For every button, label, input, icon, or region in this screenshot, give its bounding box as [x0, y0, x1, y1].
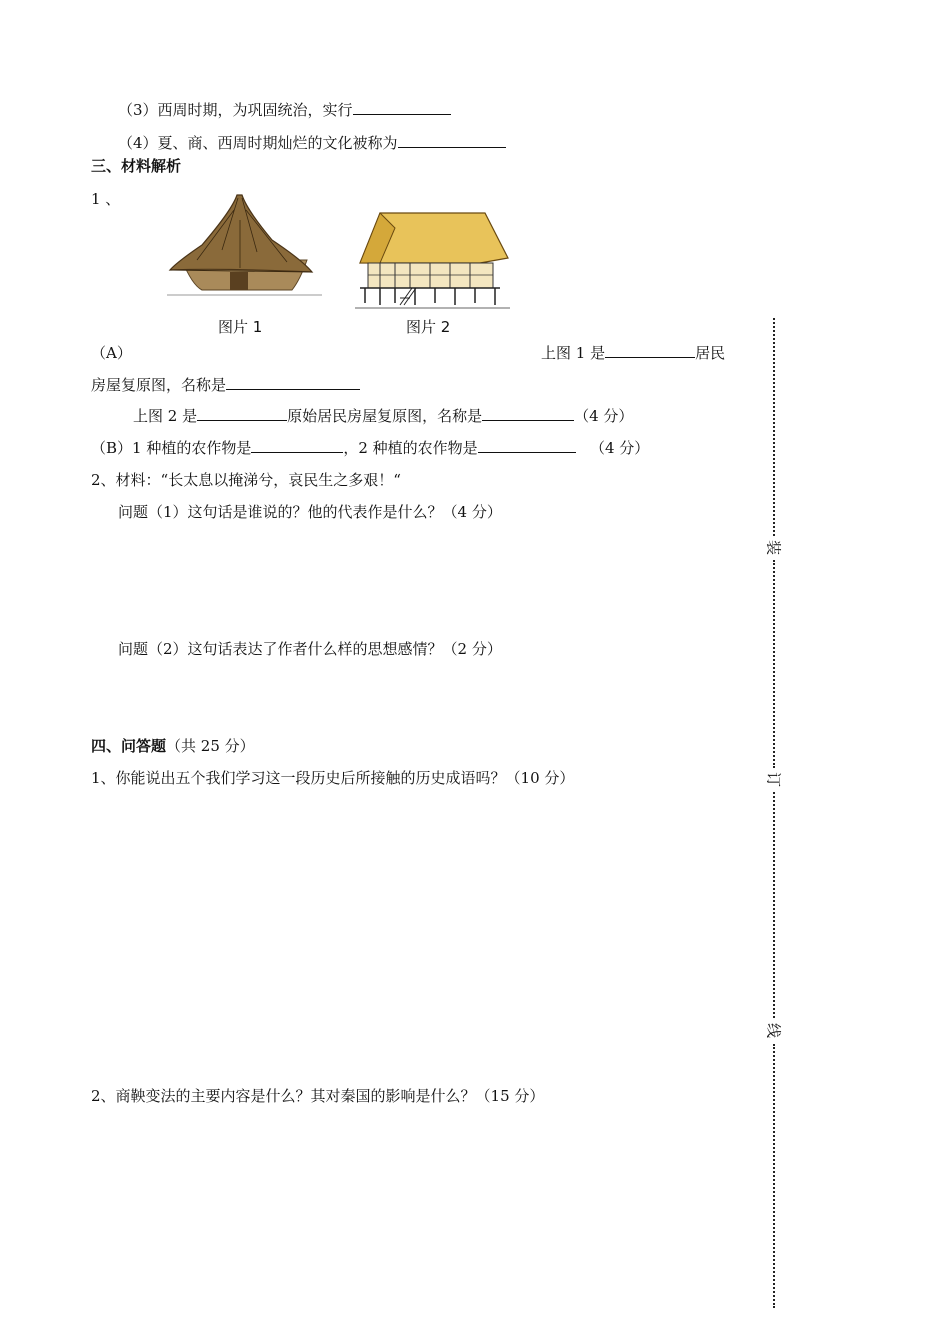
part-b-score: （4 分）: [589, 439, 650, 457]
fill-item-3-blank: [353, 100, 451, 115]
binding-dotted-line-3: [773, 792, 775, 1018]
part-b-text-b: ，2 种植的农作物是: [343, 439, 478, 457]
part-b-line: [91, 438, 649, 458]
hut-picture-1: [162, 190, 327, 310]
binding-char-zhuang: 装: [764, 539, 783, 555]
fill-item-3-text: （3）西周时期，为巩固统治，实行: [118, 101, 353, 119]
part-a-line3: [133, 406, 633, 426]
q2-question-2: 问题（2）这句话表达了作者什么样的思想感情？（2 分）: [118, 640, 502, 658]
section4-q2: 2、商鞅变法的主要内容是什么？其对秦国的影响是什么？（15 分）: [91, 1087, 545, 1105]
part-b-blank-2: [478, 438, 576, 453]
stilt-house-picture-2: [350, 208, 515, 318]
picture2-caption: 图片 2: [406, 318, 451, 336]
part-a-line3-text-b: 原始居民房屋复原图，名称是: [287, 407, 483, 425]
part-a-line2-text: 房屋复原图，名称是: [91, 376, 227, 394]
picture1-caption: 图片 1: [218, 318, 263, 336]
part-a-blank-4: [482, 406, 574, 421]
part-a-line1: [541, 343, 725, 363]
section4-q1: 1、你能说出五个我们学习这一段历史后所接触的历史成语吗？（10 分）: [91, 769, 575, 787]
binding-char-ding: 订: [764, 771, 783, 787]
part-a-line2: [91, 375, 360, 395]
part-a-line1-end: 居民: [695, 344, 726, 362]
part-a-score: （4 分）: [574, 407, 634, 425]
section4-title-suffix: （共 25 分）: [166, 737, 255, 755]
part-b-blank-1: [251, 438, 343, 453]
part-a-label: （A）: [91, 344, 132, 362]
q2-question-1: 问题（1）这句话是谁说的？他的代表作是什么？（4 分）: [118, 503, 502, 521]
part-a-blank-2: [226, 375, 360, 390]
fill-item-4-blank: [398, 133, 506, 148]
binding-dotted-line-2: [773, 560, 775, 768]
fill-item-4: [118, 133, 506, 153]
fill-item-4-text: （4）夏、商、西周时期灿烂的文化被称为: [118, 134, 398, 152]
binding-char-xian: 线: [764, 1022, 783, 1038]
fill-item-3: [118, 100, 451, 120]
section4-title: [91, 736, 255, 756]
binding-dotted-line-1: [773, 318, 775, 536]
section4-title-text: 四、问答题: [91, 737, 167, 755]
section3-title: 三、材料解析: [91, 157, 182, 175]
part-b-text-a: （B）1 种植的农作物是: [91, 439, 252, 457]
part-a-line1-text: 上图 1 是: [541, 344, 606, 362]
part-a-line3-text-a: 上图 2 是: [133, 407, 198, 425]
binding-dotted-line-4: [773, 1044, 775, 1308]
q2-material: 2、材料：“长太息以掩涕兮，哀民生之多艰！“: [91, 471, 401, 489]
section3-q1-label: 1 、: [91, 190, 121, 208]
part-a-blank-3: [197, 406, 287, 421]
part-a-blank-1: [605, 343, 695, 358]
